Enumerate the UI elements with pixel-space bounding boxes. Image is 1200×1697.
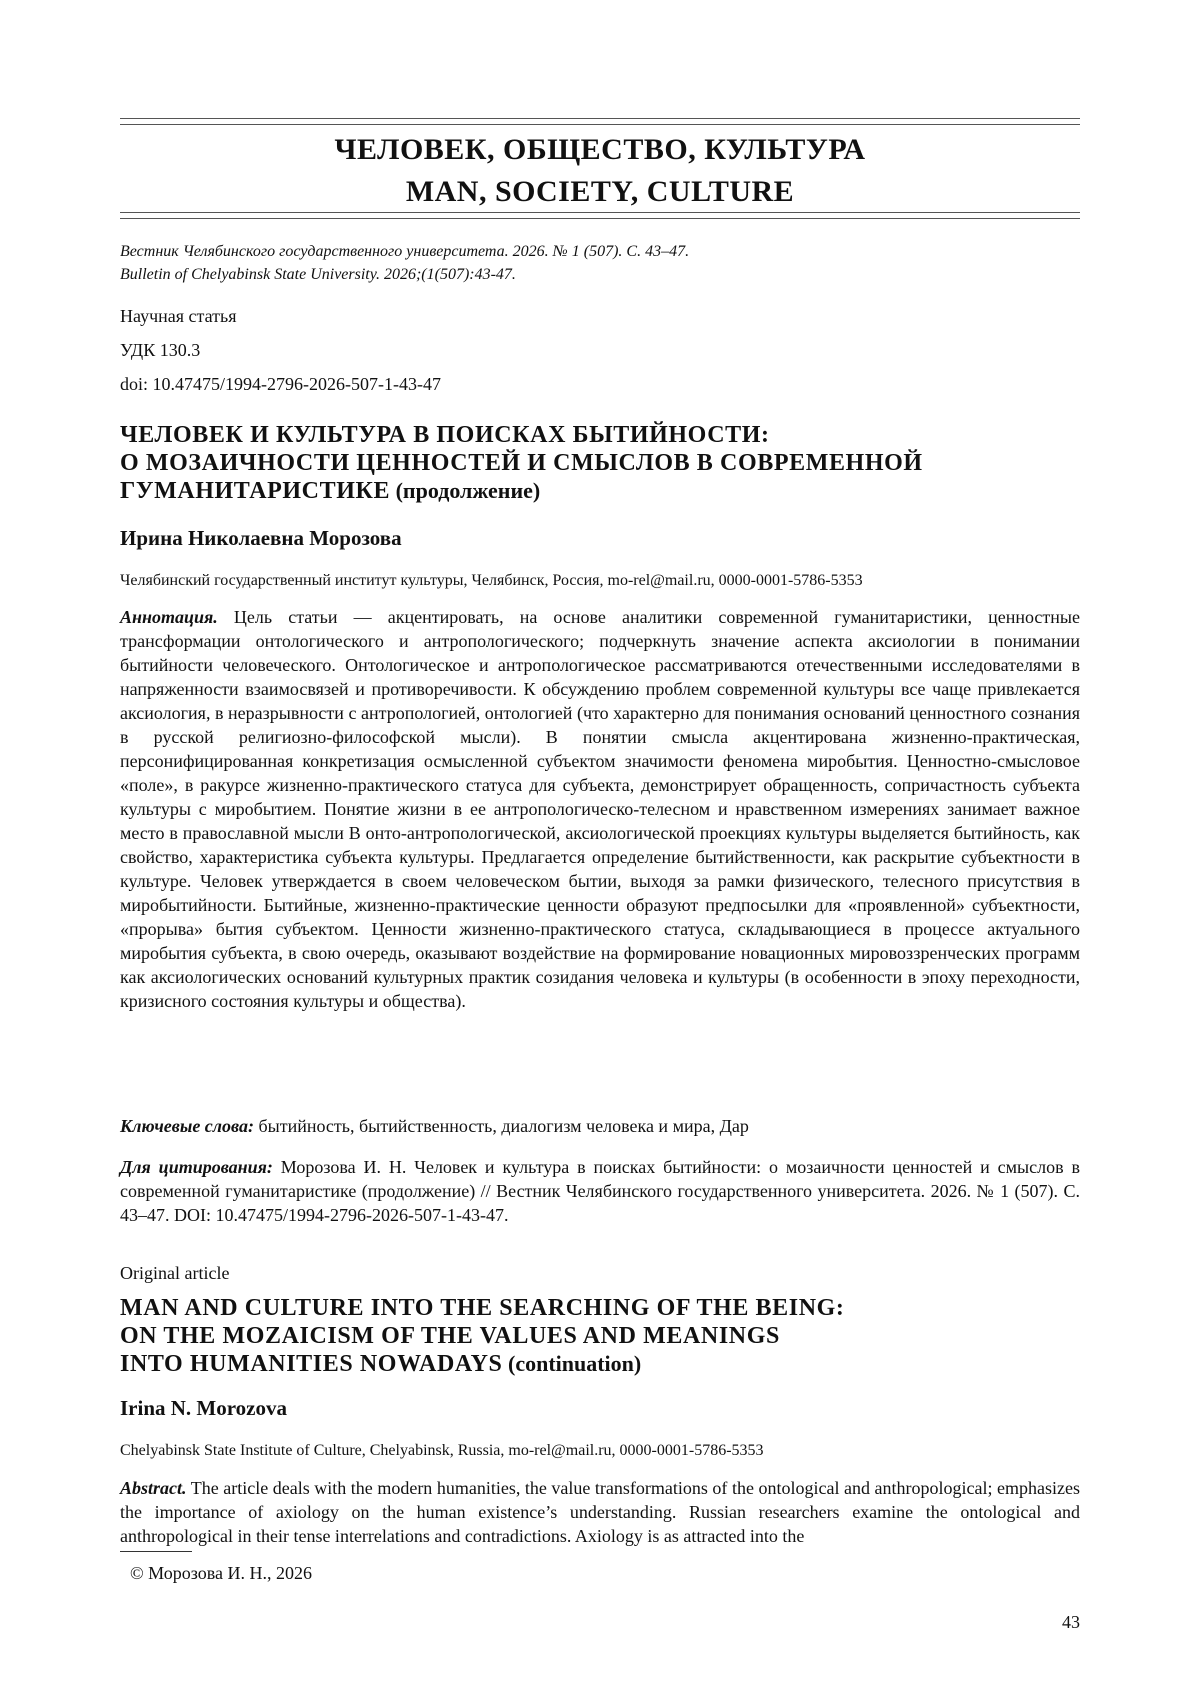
keywords-text: бытийность, бытийственность, диалогизм человека и мира, Дар bbox=[253, 1116, 749, 1136]
footnote-separator bbox=[120, 1551, 192, 1552]
abstract-text: Цель статьи — акцентировать, на основе аналитики современной гуманитаристики, ценностные трансформации онтологического и антропологического; подчеркнуть значение аспекта аксиологии в понимании бытийности человеческого. Онтологическое и антропологическое рассматриваются отечественными исследователями в напряженности взаимосвязей и противоречивости. К обсуждению проблем современной культуры все чаще привлекается аксиология, в неразрывности с антропологией, онтологией (что характерно для понимания оснований ценностного сознания в русской религиозно-философской мысли). В понятии смысла акцентирована жизненно-практическая, персонифицированная конкретизация осмысленной субъектом значимости феномена миробытия. Ценностно-смысловое «поле», в ракурсе жизненно-практического статуса для субъекта, демонстрирует обращенность, сопричастность субъекта культуры с миробытием. Понятие жизни в ее антропологическо-телесном и нравственном измерениях занимает важное место в православной мысли В онто-антропологической, аксиологической проекциях культуры выделяется бытийность, как свойство, характеристика субъекта культуры. Предлагается определение бытийственности, как раскрытие субъектности в культуре. Человек утверждается в своем человеческом бытии, выходя за рамки физического, телесного присутствия в миробытийности. Бытийные, жизненно-практические ценности образуют предпосылки для «проявленной» субъектности, «прорыва» бытия субъектом. Ценности жизненно-практического статуса, складывающиеся в процессе актуального миробытия субъекта, в свою очередь, оказывают воздействие на формирование новационных мировоззренческих программ как аксиологических оснований культурных практик созидания человека и культуры (в особенности в эпоху переходности, кризисного состояния культуры и общества). bbox=[120, 607, 1080, 1011]
affiliation-en: Chelyabinsk State Institute of Culture, Chelyabinsk, Russia, mo-rel@mail.ru, 0000-0001-5786-5353 bbox=[120, 1442, 764, 1459]
copyright-footnote: © Морозова И. Н., 2026 bbox=[130, 1563, 312, 1583]
rubric-ru: ЧЕЛОВЕК, ОБЩЕСТВО, КУЛЬТУРА bbox=[334, 133, 866, 166]
article-title-en bbox=[120, 1294, 1080, 1378]
citation-text: Морозова И. Н. Человек и культура в поисках бытийности: о мозаичности ценностей и смыслов в современной гуманитаристике (продолжение) // Вестник Челябинского государственного университета. 2026. № 1 (507). С. 43–47. DOI: 10.47475/1994-2796-2026-507-1-43-47. bbox=[120, 1157, 1081, 1225]
affiliation-ru: Челябинский государственный институт культуры, Челябинск, Россия, mo-rel@mail.ru, 0000-0001-5786-5353 bbox=[120, 572, 863, 589]
title-line: ON THE MOZAICISM OF THE VALUES AND MEANINGS bbox=[120, 1323, 780, 1349]
bottom-rule-2 bbox=[120, 218, 1080, 219]
keywords-ru bbox=[120, 1114, 1080, 1138]
abstract-en bbox=[120, 1476, 1080, 1548]
author-name-ru: Ирина Николаевна Морозова bbox=[120, 526, 402, 550]
journal-reference-en: Bulletin of Chelyabinsk State University. 2026;(1(507):43-47. bbox=[120, 266, 516, 283]
title-line bbox=[120, 1350, 1080, 1378]
page-number: 43 bbox=[1062, 1612, 1080, 1632]
title-line: ЧЕЛОВЕК И КУЛЬТУРА В ПОИСКАХ БЫТИЙНОСТИ: bbox=[120, 422, 770, 448]
title-suffix: (продолжение) bbox=[390, 478, 541, 503]
udk-code: УДК 130.3 bbox=[120, 340, 201, 360]
article-type-ru: Научная статья bbox=[120, 306, 237, 326]
article-type-en: Original article bbox=[120, 1263, 230, 1283]
abstract-text: The article deals with the modern humanities, the value transformations of the ontological and anthropological; emphasizes the importance of axiology on the human existence’s understanding. Russian researchers examine the ontological and anthropological in their tense interrelations and contradictions. Axiology is as attracted into the bbox=[120, 1478, 1080, 1546]
top-rule-1 bbox=[120, 118, 1080, 119]
citation-ru bbox=[120, 1155, 1080, 1227]
abstract-label: Аннотация. bbox=[120, 607, 218, 627]
title-text: ГУМАНИТАРИСТИКЕ bbox=[120, 478, 391, 504]
title-line bbox=[120, 477, 1080, 505]
citation-label: Для цитирования: bbox=[120, 1157, 273, 1177]
title-line: О МОЗАИЧНОСТИ ЦЕННОСТЕЙ И СМЫСЛОВ В СОВРЕМЕННОЙ bbox=[120, 450, 923, 476]
abstract-label: Abstract. bbox=[120, 1478, 187, 1498]
bottom-rule-1 bbox=[120, 212, 1080, 213]
abstract-ru bbox=[120, 605, 1080, 1013]
author-name-en: Irina N. Morozova bbox=[120, 1396, 288, 1420]
keywords-label: Ключевые слова: bbox=[120, 1116, 254, 1136]
journal-reference-ru: Вестник Челябинского государственного университета. 2026. № 1 (507). С. 43–47. bbox=[120, 243, 690, 260]
top-rule-2 bbox=[120, 124, 1080, 125]
title-line: MAN AND CULTURE INTO THE SEARCHING OF THE BEING: bbox=[120, 1295, 845, 1321]
title-suffix: (continuation) bbox=[502, 1351, 642, 1376]
title-text: INTO HUMANITIES NOWADAYS bbox=[120, 1351, 503, 1377]
article-title-ru bbox=[120, 421, 1080, 505]
rubric-en: MAN, SOCIETY, CULTURE bbox=[405, 175, 795, 208]
doi: doi: 10.47475/1994-2796-2026-507-1-43-47 bbox=[120, 374, 441, 394]
